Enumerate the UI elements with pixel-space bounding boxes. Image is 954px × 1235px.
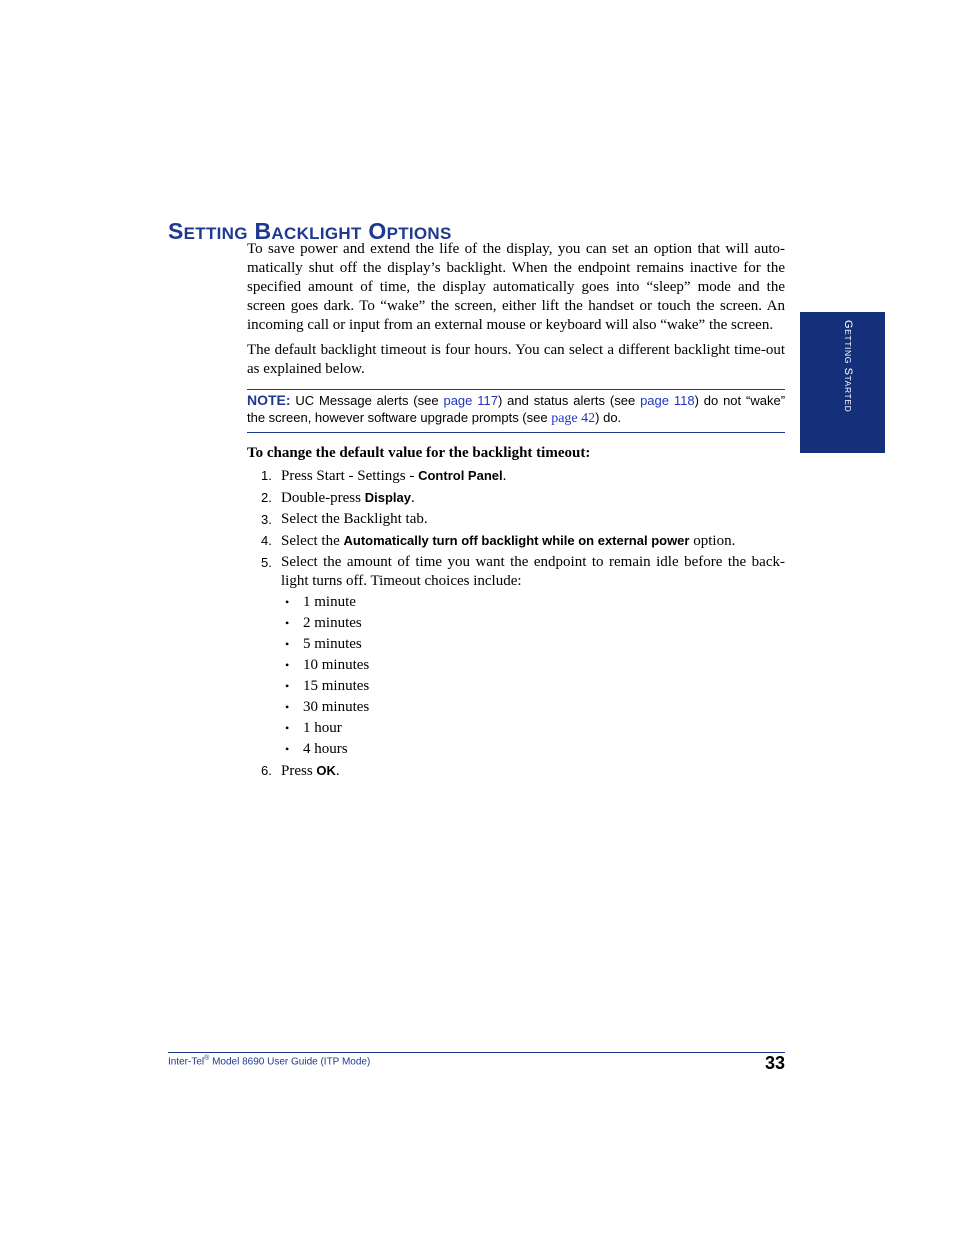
step-4: 4. Select the Automatically turn off backlight while on external power option. — [261, 533, 736, 549]
bullet-icon: • — [285, 637, 290, 651]
default-timeout-paragraph: The default backlight timeout is four hours. You can select a different backlight time-out as explained below. — [247, 342, 785, 377]
bullet-icon: • — [285, 700, 290, 714]
link-page-118[interactable]: page 118 — [640, 393, 695, 408]
list-item: • 30 minutes — [285, 699, 370, 715]
bullet-icon: • — [285, 679, 290, 693]
link-page-117[interactable]: page 117 — [443, 393, 498, 408]
control-panel-label: Control Panel — [418, 468, 503, 483]
procedure-steps — [247, 466, 785, 781]
bullet-icon: • — [285, 595, 290, 609]
list-item: • 15 minutes — [285, 678, 370, 694]
procedure-heading: To change the default value for the backlight timeout: — [247, 445, 591, 461]
bullet-icon: • — [285, 658, 290, 672]
list-item: • 1 minute — [285, 594, 356, 610]
bullet-icon: • — [285, 742, 290, 756]
list-item: • 1 hour — [285, 720, 342, 736]
backlight-option-label: Automatically turn off backlight while on external power — [343, 533, 690, 548]
heading-word-1: SETTING — [168, 218, 248, 245]
heading-word-3: OPTIONS — [368, 218, 452, 245]
heading-word-2: BACKLIGHT — [254, 218, 362, 245]
note-label: NOTE: — [247, 392, 291, 408]
list-item: • 10 minutes — [285, 657, 370, 673]
ok-label: OK — [316, 763, 336, 778]
bullet-icon: • — [285, 616, 290, 630]
body-content — [247, 240, 785, 783]
intro-paragraph: To save power and extend the life of the display, you can set an option that will auto-matically shut off the display’s backlight. When the endpoint remains inactive for the specified amount of time, the display automatically goes into “sleep” mode and the screen goes dark. To “wake” the screen, either lift the handset or touch the screen. An incoming call or input from an external mouse or keyboard will also “wake” the screen. — [247, 241, 785, 333]
footer-divider — [168, 1052, 785, 1053]
list-item: • 4 hours — [285, 741, 348, 757]
page-number: 33 — [764, 1053, 785, 1073]
link-page-42[interactable]: page 42 — [551, 411, 596, 426]
list-item: • 5 minutes — [285, 636, 362, 652]
step-3: 3. Select the Backlight tab. — [261, 511, 428, 527]
display-label: Display — [364, 490, 411, 505]
bullet-icon: • — [285, 721, 290, 735]
chapter-side-tab-label: GETTING STARTED — [842, 320, 854, 413]
timeout-choices — [281, 593, 785, 759]
list-item: • 2 minutes — [285, 615, 362, 631]
footer-guide-title: Inter-Tel® Model 8690 User Guide (ITP Mode) — [168, 1055, 371, 1068]
step-1: 1. Press Start - Settings - Control Panel. — [261, 468, 507, 484]
chapter-side-tab — [800, 312, 885, 453]
step-5: 5. Select the amount of time you want the endpoint to remain idle before the back-light turns off. Timeout choices include: • 1 minute • 2 minutes • 5 minutes • 10 minutes • 15 minutes • 30 minutes • 1 hour • 4 hours — [261, 554, 785, 757]
step-2: 2. Double-press Display. — [261, 490, 415, 506]
step-6: 6. Press OK. — [261, 763, 340, 779]
note-box: NOTE: UC Message alerts (see page 117) and status alerts (see page 118) do not “wake” the screen, however software upgrade prompts (see page 42) do. — [247, 389, 785, 433]
